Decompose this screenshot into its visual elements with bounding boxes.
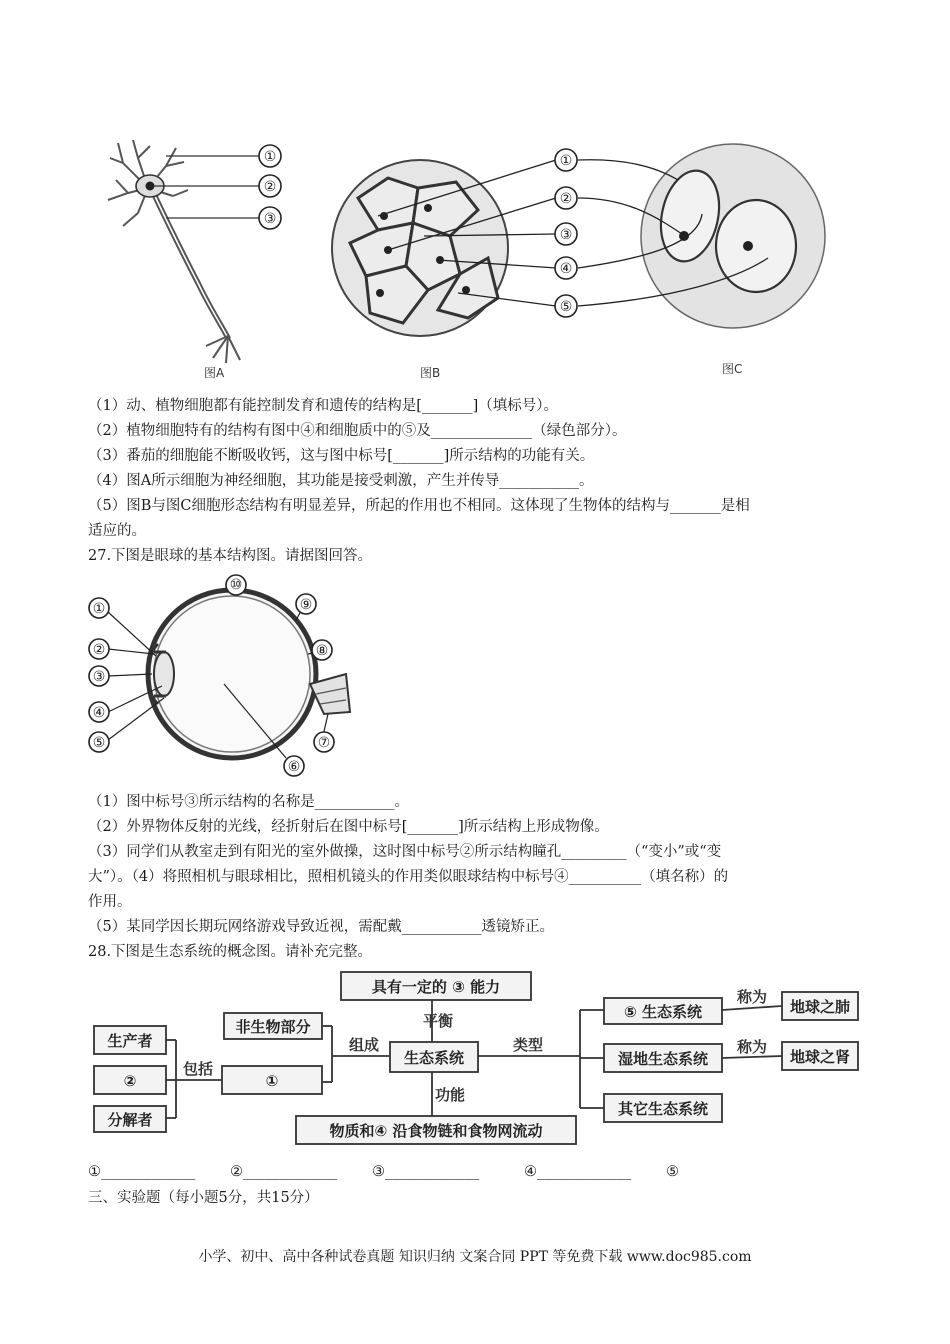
q26-line-1: （1）动、植物细胞都有能控制发育和遗传的结构是[_______]（填标号）。 [88,398,559,414]
svg-text:⑨: ⑨ [299,597,313,613]
q26-line-4: （4）图A所示细胞为神经细胞，其功能是接受刺激，产生并传导___________。 [88,473,594,489]
label-called-1: 称为 [736,988,768,1006]
svg-text:⑧: ⑧ [315,643,329,659]
plant-cell-diagram [332,149,577,336]
box-decomposer: 分解者 [107,1111,153,1129]
label-called-2: 称为 [736,1038,768,1056]
box-blank-1: ① [265,1072,279,1090]
box-earth-lung: 地球之肺 [789,998,851,1016]
svg-text:⑦: ⑦ [317,735,331,751]
svg-text:④: ④ [559,261,573,277]
label-balance: 平衡 [422,1012,454,1030]
q28-answer-3: ③_____________ [372,1164,480,1180]
svg-text:②: ② [559,191,573,207]
q27-line-2: （2）外界物体反射的光线，经折射后在图中标号[_______]所示结构上形成物像。 [88,819,609,835]
box-earth-kidney: 地球之肾 [789,1048,851,1066]
q26-line-3: （3）番茄的细胞能不断吸收钙，这与图中标号[_______]所示结构的功能有关。 [88,448,595,464]
box-abiotic: 非生物部分 [235,1018,311,1036]
page-footer: 小学、初中、高中各种试卷真题 知识归纳 文案合同 PPT 等免费下载 www.doc985.com [198,1249,752,1265]
q26-line-6: 适应的。 [88,523,146,539]
q27-line-4: 大”）。（4）将照相机与眼球相比，照相机镜头的作用类似眼球结构中标号④__________（填名称）的 [88,869,729,885]
label-function: 功能 [434,1086,466,1104]
q28-title: 28.下图是生态系统的概念图。请补充完整。 [88,944,373,960]
box-blank-2: ② [123,1072,137,1090]
q26-line-5: （5）图B与图C细胞形态结构有明显差异，所起的作用也不相同。这体现了生物体的结构与_______是相 [88,498,750,514]
box-forest-ecosystem: ⑤ 生态系统 [624,1003,702,1021]
box-producer: 生产者 [107,1032,153,1050]
svg-text:①: ① [92,601,106,617]
ecosystem-concept-map [86,968,866,1150]
svg-text:②: ② [263,179,277,195]
q28-answer-2: ②_____________ [230,1164,338,1180]
svg-text:③: ③ [559,227,573,243]
animal-cell-diagram [578,144,825,328]
box-wetland-ecosystem: 湿地生态系统 [617,1050,709,1068]
svg-text:①: ① [559,153,573,169]
q28-answer-1: ①_____________ [88,1164,196,1180]
svg-text:④: ④ [92,705,106,721]
svg-text:③: ③ [92,669,106,685]
box-other-ecosystem: 其它生态系统 [617,1100,709,1118]
cell-figures [88,118,848,388]
svg-text:⑤: ⑤ [559,299,573,315]
q27-line-3: （3）同学们从教室走到有阳光的室外做操，这时图中标号②所示结构瞳孔_________（“变小”或“变 [88,844,722,860]
q28-answer-4: ④_____________ [524,1164,632,1180]
box-material-flow: 物质和④ 沿食物链和食物网流动 [329,1122,543,1140]
figure-c-label: 图C [722,362,743,376]
q27-title: 27.下图是眼球的基本结构图。请据图回答。 [88,548,373,564]
q26-line-2: （2）植物细胞特有的结构有图中④和细胞质中的⑤及______________（绿色部分）。 [88,423,627,439]
svg-text:⑤: ⑤ [92,735,106,751]
figure-a-label: 图A [204,366,225,380]
label-include: 包括 [182,1060,214,1078]
section-3-title: 三、实验题（每小题5分，共15分） [88,1190,319,1206]
svg-text:⑩: ⑩ [229,577,243,593]
svg-text:⑥: ⑥ [287,759,301,775]
box-self-regulation: 具有一定的 ③ 能力 [371,978,501,996]
q27-line-1: （1）图中标号③所示结构的名称是___________。 [88,794,409,810]
q27-line-6: （5）某同学因长期玩网络游戏导致近视，需配戴___________透镜矫正。 [88,919,554,935]
q27-line-5: 作用。 [88,894,132,910]
q28-answer-5: ⑤ [666,1164,679,1180]
figure-b-label: 图B [420,366,441,380]
label-compose: 组成 [348,1036,380,1054]
box-ecosystem: 生态系统 [403,1049,465,1067]
svg-text:①: ① [263,149,277,165]
svg-text:②: ② [92,642,106,658]
neuron-diagram [108,140,281,363]
label-types: 类型 [512,1036,544,1054]
eye-diagram [84,574,364,782]
svg-text:③: ③ [263,211,277,227]
